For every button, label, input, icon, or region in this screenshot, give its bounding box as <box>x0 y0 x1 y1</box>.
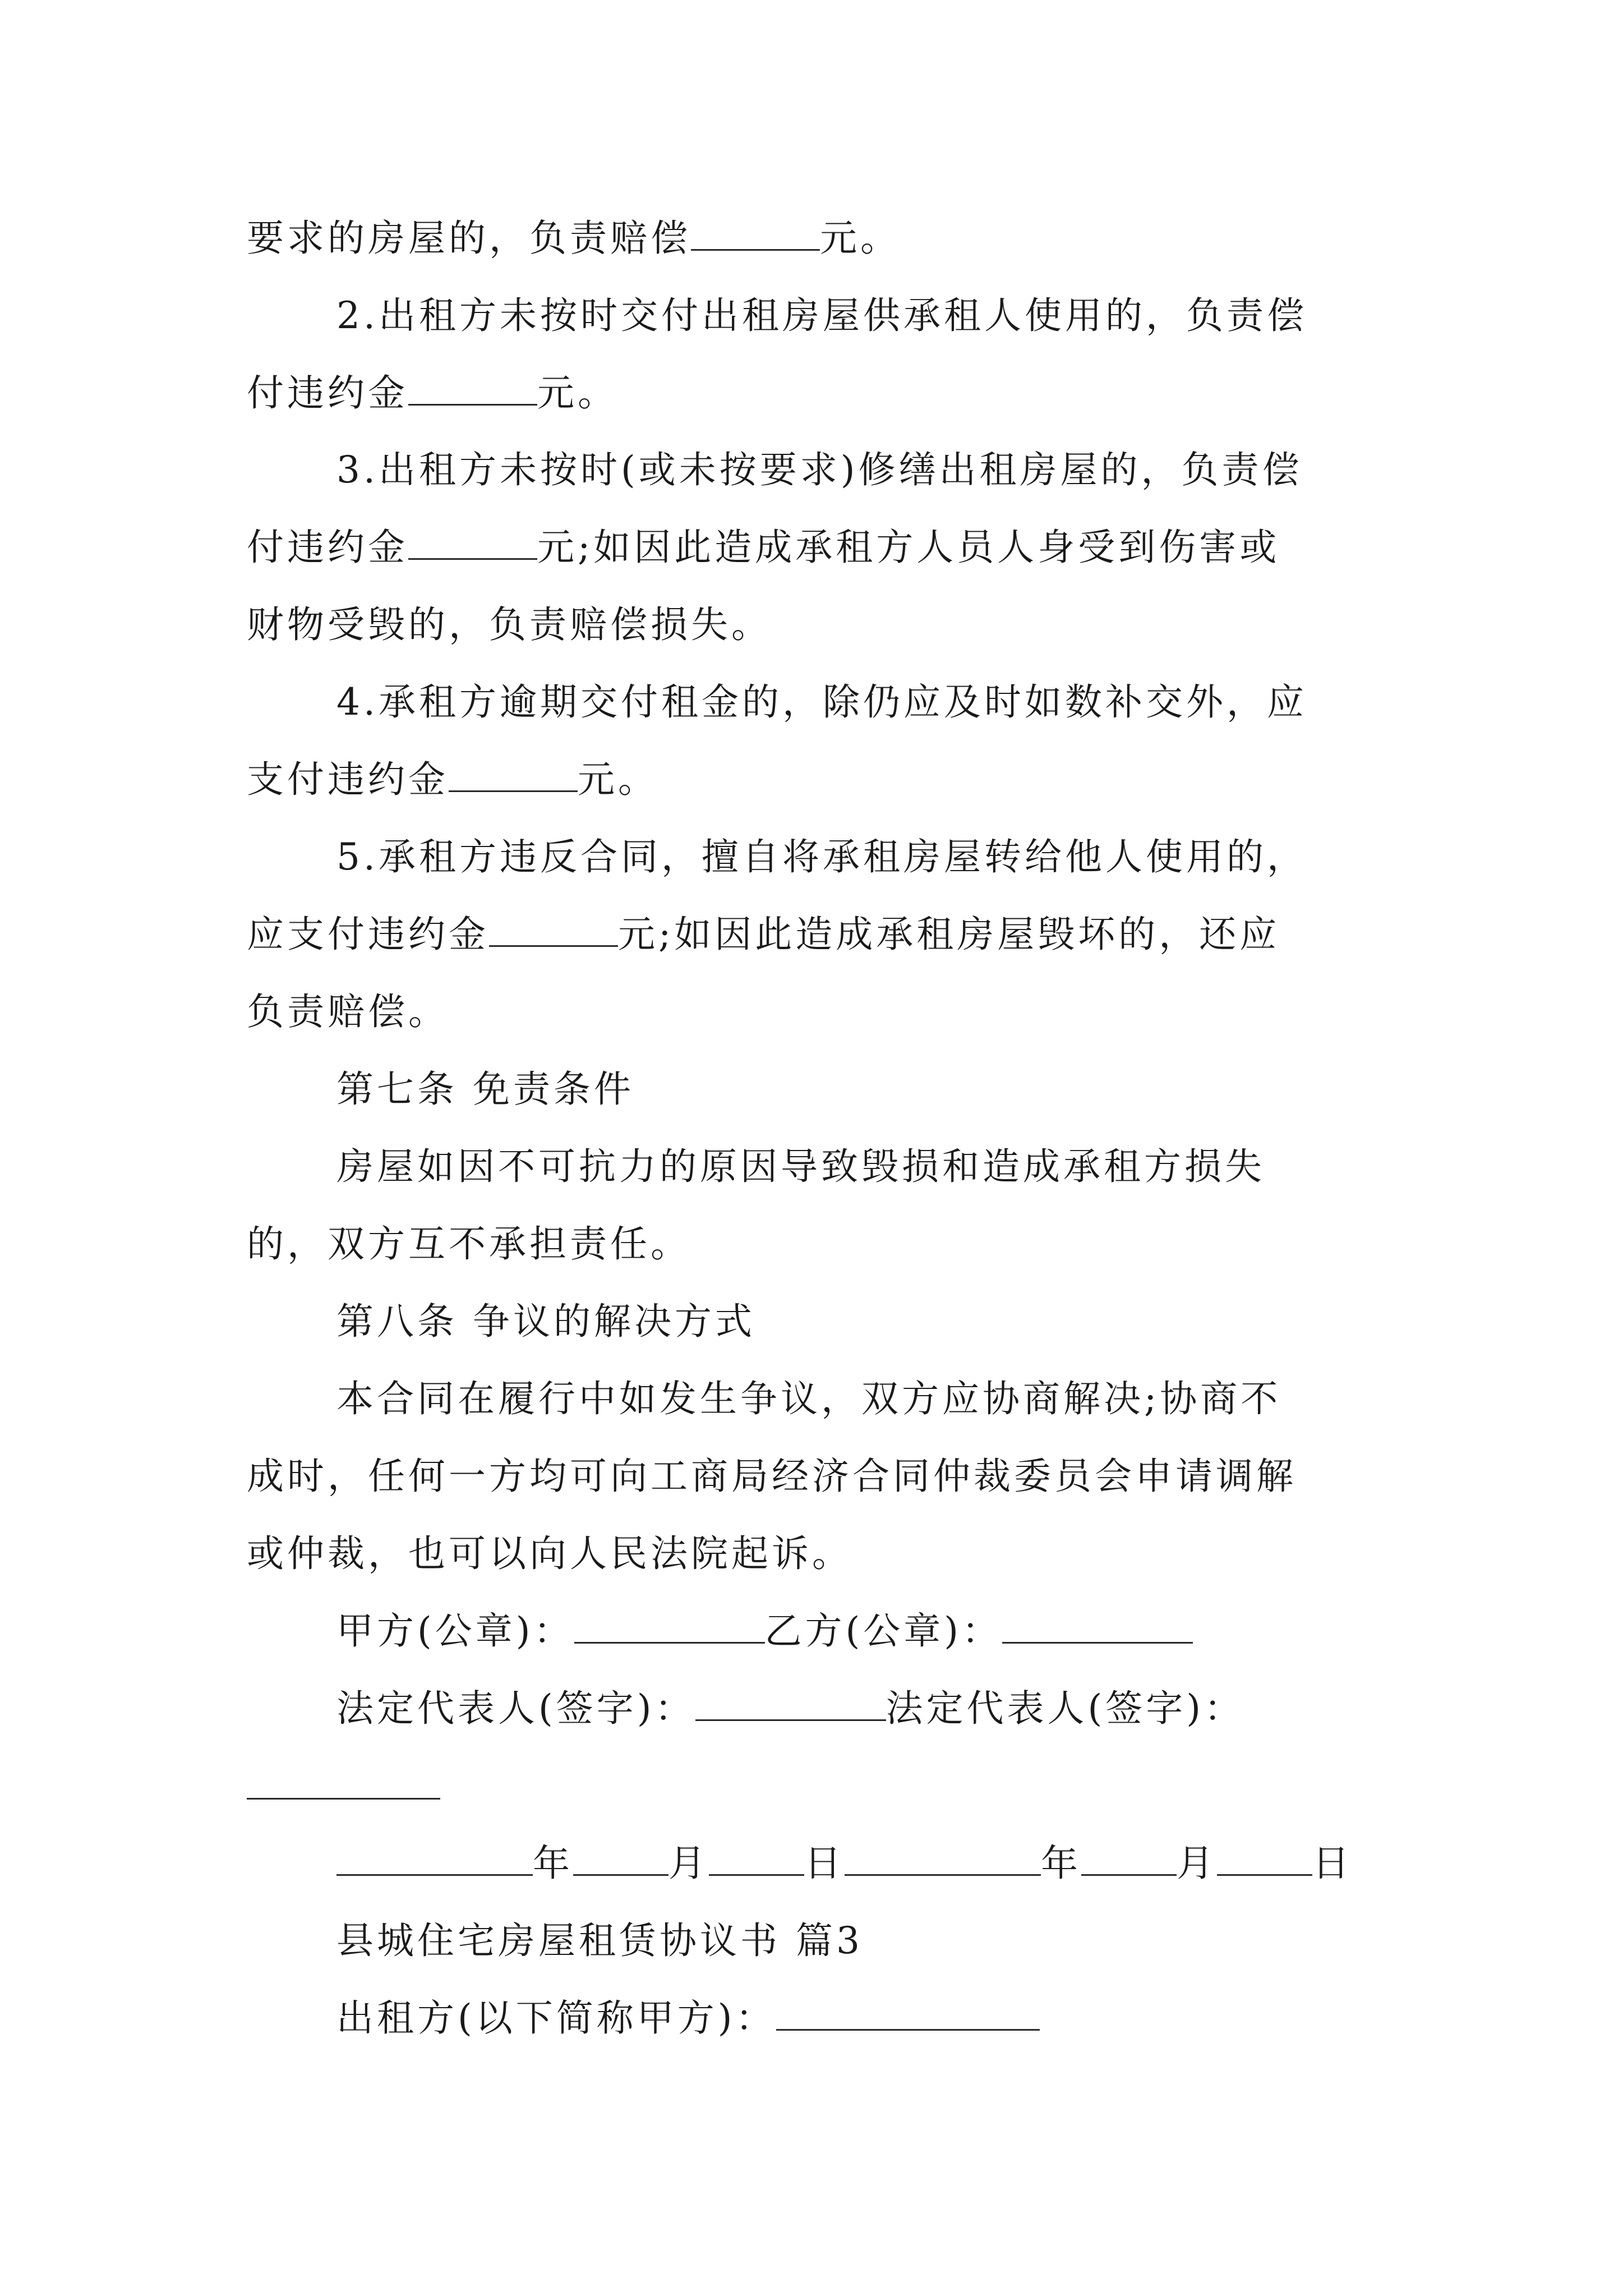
party-b-label: 乙方(公章)： <box>764 1609 1002 1653</box>
clause-1-line-1 <box>247 213 901 264</box>
day-a-field <box>709 1839 804 1876</box>
signature-rep-line <box>336 1683 1244 1734</box>
year-label: 年 <box>533 1842 573 1885</box>
day-label: 日 <box>804 1842 845 1885</box>
party-a-label: 甲方(公章)： <box>336 1609 574 1653</box>
year-a-field <box>336 1839 533 1876</box>
article-8-line-2: 成时，任何一方均可向工商局经济合同仲裁委员会申请调解 <box>247 1455 1297 1498</box>
month-label: 月 <box>1177 1842 1217 1885</box>
text: 要求的房屋的，负责赔偿 <box>247 217 691 260</box>
text: 元。 <box>820 217 901 260</box>
month-label: 月 <box>668 1842 709 1885</box>
text: 付违约金 <box>247 526 408 569</box>
blank-field <box>449 756 578 792</box>
clause-3-line-1: 3.出租方未按时(或未按要求)修缮出租房屋的，负责偿 <box>336 448 1303 491</box>
party-b-seal-field <box>1002 1607 1193 1644</box>
article-8-line-3: 或仲裁，也可以向人民法院起诉。 <box>247 1532 852 1575</box>
day-b-field <box>1217 1839 1312 1876</box>
article-7-line-2: 的，双方互不承担责任。 <box>247 1222 691 1266</box>
text: 元;如因此造成承租房屋毁坏的，还应 <box>618 913 1280 956</box>
article-8-title: 第八条 争议的解决方式 <box>336 1300 755 1343</box>
section-title: 县城住宅房屋租赁协议书 篇3 <box>336 1919 863 1962</box>
rep-b-sign-field <box>247 1798 440 1800</box>
month-b-field <box>1081 1839 1177 1876</box>
lessor-name-field <box>776 1994 1040 2031</box>
date-line <box>336 1838 1353 1889</box>
clause-5-line-2 <box>247 909 1280 960</box>
month-a-field <box>573 1839 668 1876</box>
rep-a-sign-field <box>695 1685 886 1721</box>
clause-3-line-2 <box>247 522 1280 573</box>
lessor-line <box>336 1993 1040 2044</box>
blank-field <box>691 214 820 251</box>
party-a-seal-field <box>574 1607 765 1644</box>
clause-2-line-1: 2.出租方未按时交付出租房屋供承租人使用的，负责偿 <box>336 294 1307 337</box>
clause-5-line-1: 5.承租方违反合同，擅自将承租房屋转给他人使用的， <box>336 835 1307 878</box>
clause-2-line-2 <box>247 368 618 418</box>
blank-field <box>408 369 537 406</box>
rep-b-label: 法定代表人(签字)： <box>886 1687 1244 1730</box>
year-label: 年 <box>1041 1842 1081 1885</box>
article-7-title: 第七条 免责条件 <box>336 1068 634 1111</box>
article-8-line-1: 本合同在履行中如发生争议，双方应协商解决;协商不 <box>336 1377 1281 1420</box>
article-7-line-1: 房屋如因不可抗力的原因导致毁损和造成承租方损失 <box>336 1145 1265 1188</box>
year-b-field <box>845 1839 1041 1876</box>
text: 元;如因此造成承租方人员人身受到伤害或 <box>537 526 1280 569</box>
clause-4-line-1: 4.承租方逾期交付租金的，除仍应及时如数补交外，应 <box>336 680 1307 724</box>
text: 支付违约金 <box>247 758 449 801</box>
lessor-label: 出租方(以下简称甲方)： <box>336 1996 776 2040</box>
text: 元。 <box>537 371 618 415</box>
clause-5-line-3: 负责赔偿。 <box>247 990 449 1033</box>
text: 应支付违约金 <box>247 913 489 956</box>
text: 付违约金 <box>247 371 408 415</box>
blank-field <box>489 910 618 947</box>
text: 元。 <box>578 758 658 801</box>
clause-3-line-3: 财物受毁的，负责赔偿损失。 <box>247 603 772 646</box>
blank-field <box>408 523 537 560</box>
clause-4-line-2 <box>247 754 658 805</box>
day-label: 日 <box>1312 1842 1353 1885</box>
signature-seal-line <box>336 1606 1193 1657</box>
rep-a-label: 法定代表人(签字)： <box>336 1687 695 1730</box>
